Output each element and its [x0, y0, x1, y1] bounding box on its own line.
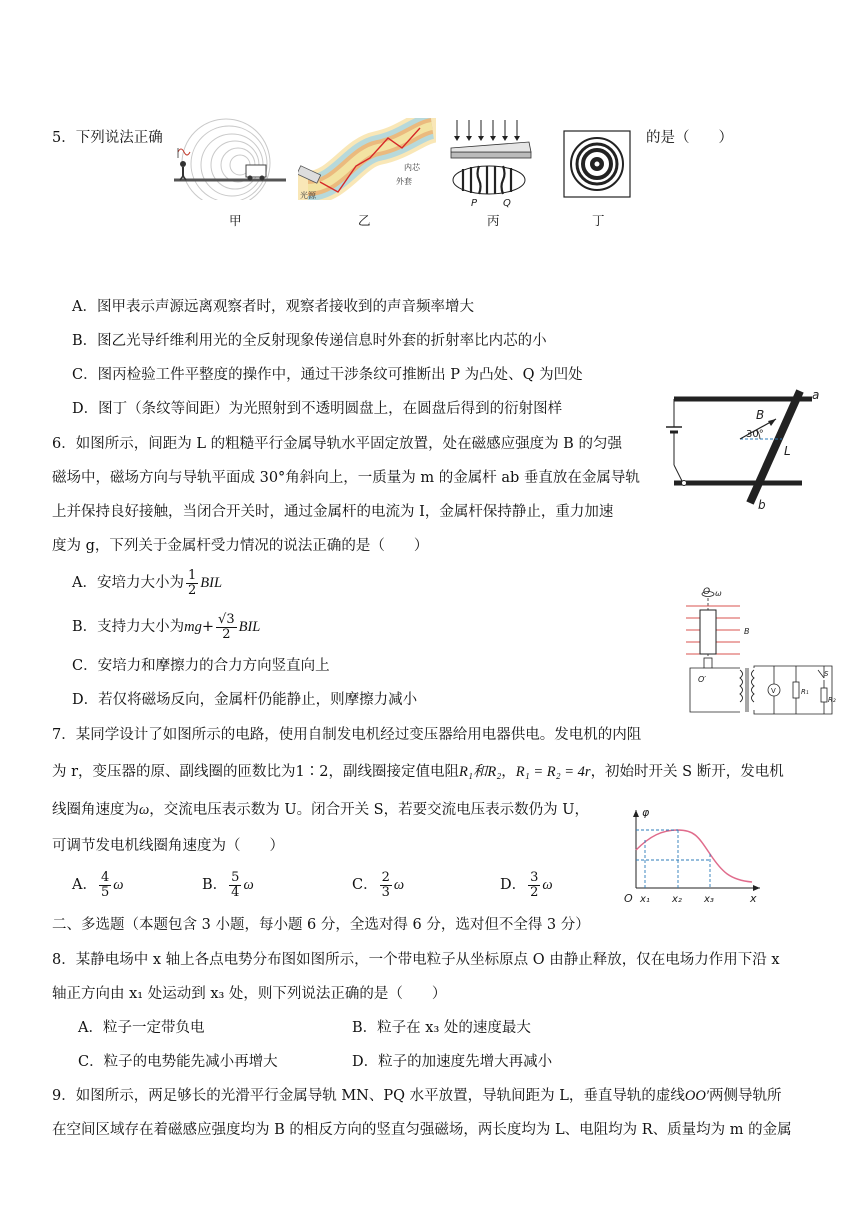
- figure-ding-diffraction: [563, 130, 631, 198]
- fiber-core-label: 内芯: [404, 163, 420, 172]
- r1-label: R₁: [801, 688, 809, 696]
- x3-label: x₃: [704, 894, 714, 905]
- rod-end-a-label: a: [812, 388, 820, 402]
- q7-stem-line-4: 可调节发电机线圈角速度为（ ）: [52, 838, 284, 854]
- q6-stem-line-3: 上并保持良好接触，当闭合开关时，通过金属杆的电流为 I，金属杆保持静止，重力加速: [52, 504, 614, 520]
- q8-stem-line-2: 轴正方向由 x₁ 处运动到 x₃ 处，则下列说法正确的是（ ）: [52, 986, 447, 1002]
- q5-option-a: A．图甲表示声源远离观察者时，观察者接收到的声音频率增大: [72, 299, 474, 315]
- field-b-label: B: [756, 408, 765, 422]
- q8-stem-line-1: 8．某静电场中 x 轴上各点电势分布图如图所示，一个带电粒子从坐标原点 O 由静止释放，仅在电场力作用下沿 x: [52, 952, 780, 968]
- q8-option-b: B．粒子在 x₃ 处的速度最大: [352, 1020, 531, 1036]
- q7-option-a: A． $\frac{4}{5}$ ω: [72, 869, 124, 900]
- r2-label: R₂: [828, 696, 836, 704]
- origin-label: O: [624, 892, 633, 905]
- q6-option-a: A．安培力大小为 $\frac{1}{2}$ BIL: [72, 567, 223, 598]
- fraction: $\frac{1}{2}$: [187, 567, 197, 598]
- figure-bing-label: 丙: [487, 213, 500, 228]
- q8-option-c: C．粒子的电势能先减小再增大: [78, 1054, 278, 1070]
- figure-bing-interference: [445, 118, 537, 208]
- q6-option-c: C．安培力和摩擦力的合力方向竖直向上: [72, 658, 330, 674]
- q5-stem-start: 5．下列说法正确: [52, 130, 163, 146]
- q5-option-b: B．图乙光导纤维利用光的全反射现象传递信息时外套的折射率比内芯的小: [72, 333, 547, 349]
- rod-end-b-label: b: [758, 498, 766, 511]
- fraction: $\frac{√3}{2}$: [218, 611, 235, 642]
- q9-stem-line-2: 在空间区域存在着磁感应强度均为 B 的相反方向的竖直匀强磁场，两长度均为 L、电阻均为 R、质量均为 m 的金属: [52, 1122, 792, 1138]
- fiber-source-label: 光源: [300, 191, 316, 200]
- q6-stem-line-2: 磁场中，磁场方向与导轨平面成 30°角斜向上，一质量为 m 的金属杆 ab 垂直放在金属导轨: [52, 470, 640, 486]
- q6-option-b: B．支持力大小为mg+ $\frac{√3}{2}$ BIL: [72, 611, 261, 642]
- q7-option-b: B． $\frac{5}{4}$ ω: [202, 869, 254, 900]
- q6-option-d: D．若仅将磁场反向，金属杆仍能静止，则摩擦力减小: [72, 692, 418, 708]
- figure-jia-doppler: [170, 118, 290, 200]
- q7-stem-line-1: 7．某同学设计了如图所示的电路，使用自制发电机经过变压器给用电器供电。发电机的内阻: [52, 727, 642, 743]
- q7-option-d: D． $\frac{3}{2}$ ω: [500, 869, 553, 900]
- fringe-q-label: Q: [503, 198, 511, 208]
- q5-option-c: C．图丙检验工件平整度的操作中，通过干涉条纹可推断出 P 为凸处、Q 为凹处: [72, 367, 583, 383]
- q6-stem-line-4: 度为 g，下列关于金属杆受力情况的说法正确的是（ ）: [52, 538, 429, 554]
- q7-stem-line-3: 线圈角速度为ω，交流电压表示数为 U。闭合开关 S，若要交流电压表示数仍为 U，: [52, 802, 589, 818]
- x2-label: x₂: [672, 894, 682, 905]
- axis-o-label: O: [703, 587, 711, 597]
- q6-stem-line-1: 6．如图所示，间距为 L 的粗糙平行金属导轨水平固定放置，处在磁感应强度为 B 的匀强: [52, 436, 622, 452]
- q7-option-c: C． $\frac{2}{3}$ ω: [352, 869, 405, 900]
- switch-s-label: S: [824, 670, 829, 678]
- q8-option-d: D．粒子的加速度先增大再减小: [352, 1054, 553, 1070]
- voltmeter-label: V: [771, 687, 776, 695]
- figure-jia-label: 甲: [229, 213, 242, 228]
- figure-q6-rails: [652, 385, 828, 511]
- q5-stem-end: 的是（ ）: [646, 130, 733, 146]
- q7-stem-line-2: 为 r，变压器的原、副线圈的匝数比为1∶2，副线圈接定值电阻R₁和R₂，R₁ = R₂ = 4r，初始时开关 S 断开，发电机: [52, 764, 784, 780]
- omega-label: ω: [715, 589, 722, 598]
- figure-q7-generator-circuit: [684, 584, 840, 718]
- fiber-cladding-label: 外套: [396, 177, 412, 186]
- figure-yi-label: 乙: [358, 213, 371, 228]
- field-b-label: B: [744, 627, 750, 636]
- fringe-p-label: P: [471, 198, 478, 208]
- x1-label: x₁: [640, 894, 650, 905]
- q8-option-a: A．粒子一定带负电: [78, 1020, 205, 1036]
- figure-ding-label: 丁: [592, 213, 605, 228]
- length-l-label: L: [784, 444, 791, 458]
- q5-option-d: D．图丁（条纹等间距）为光照射到不透明圆盘上，在圆盘后得到的衍射图样: [72, 401, 563, 417]
- phi-axis-label: φ: [642, 806, 650, 819]
- angle-label: 30°: [746, 429, 764, 440]
- figure-yi-optical-fiber: [298, 118, 436, 200]
- q9-stem-line-1: 9．如图所示，两足够长的光滑平行金属导轨 MN、PQ 水平放置，导轨间距为 L，垂直导轨的虚线OO′两侧导轨所: [52, 1088, 782, 1104]
- x-axis-label: x: [750, 892, 757, 905]
- section-heading-multi-choice: 二、多选题（本题包含 3 小题，每小题 6 分，全选对得 6 分，选对但不全得 3 分）: [52, 917, 590, 933]
- figure-q8-potential-graph: [620, 806, 770, 906]
- axis-o-prime-label: O′: [698, 675, 707, 684]
